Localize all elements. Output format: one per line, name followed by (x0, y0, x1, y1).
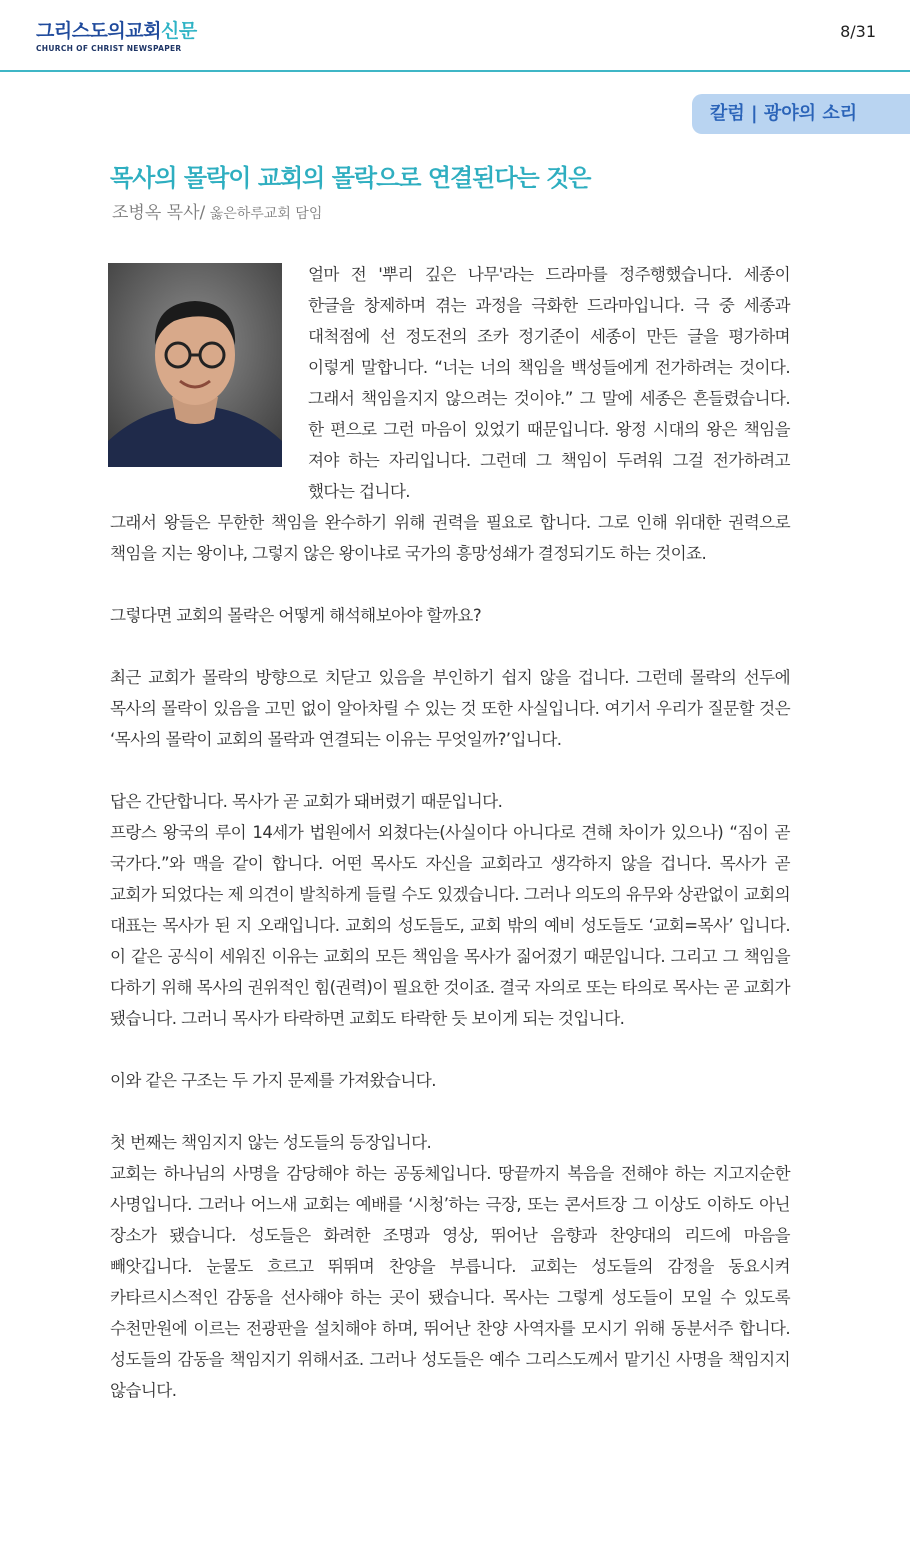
page-header (0, 0, 910, 72)
article-paragraph: 그래서 왕들은 무한한 책임을 완수하기 위해 권력을 필요로 합니다. 그로 인해 위대한 권력으로 책임을 지는 왕이냐, 그렇지 않은 왕이냐로 국가의 흥망성쇄가 결정되기도 하는 것이죠. (110, 513, 790, 563)
logo-text (36, 20, 197, 42)
article-paragraph: 그렇다면 교회의 몰락은 어떻게 해석해보아야 할까요? (110, 606, 482, 625)
article-paragraph: 얼마 전 '뿌리 깊은 나무'라는 드라마를 정주행했습니다. 세종이 한글을 창제하며 겪는 과정을 극화한 드라마입니다. 극 중 세종과 대척점에 선 정도전의 조카 정기준이 세종이 만든 글을 평가하며 이렇게 말합니다. “너는 너의 책임을 백성들에게 전가하려는 것이다. 그래서 책임을지지 않으려는 것이야.” 그 말에 세종은 흔들렸습니다. 한 편으로 그런 마음이 있었기 때문입니다. 왕정 시대의 왕은 책임을 져야 하는 자리입니다. 그런데 그 책임이 두려워 그걸 전가하려고 했다는 겁니다. (308, 265, 790, 501)
article-paragraph: 답은 간단합니다. 목사가 곧 교회가 돼버렸기 때문입니다. (110, 792, 503, 811)
article-title: 목사의 몰락이 교회의 몰락으로 연결된다는 것은 (110, 164, 591, 192)
newspaper-logo[interactable] (36, 20, 197, 53)
article-paragraph: 첫 번째는 책임지지 않는 성도들의 등장입니다. (110, 1133, 432, 1152)
article-paragraph: 최근 교회가 몰락의 방향으로 치닫고 있음을 부인하기 쉽지 않을 겁니다. 그런데 몰락의 선두에 목사의 몰락이 있음을 고민 없이 알아차릴 수 있는 것 또한 사실입니다. 여기서 우리가 질문할 것은 ‘목사의 몰락이 교회의 몰락과 연결되는 이유는 무엇일까?’입니다. (110, 668, 790, 749)
article-body (110, 259, 790, 1406)
section-tag: 칼럼 | 광야의 소리 (692, 94, 910, 134)
page-number: 8/31 (840, 22, 876, 41)
logo-text-part2: 신문 (160, 20, 197, 42)
article-paragraph: 이와 같은 구조는 두 가지 문제를 가져왔습니다. (110, 1071, 436, 1090)
author-name: 조병옥 목사/ (112, 203, 206, 223)
article-paragraph: 프랑스 왕국의 루이 14세가 법원에서 외쳤다는(사실이다 아니다로 견해 차이가 있으나) “짐이 곧 국가다.”와 맥을 같이 합니다. 어떤 목사도 자신을 교회라고 생각하지 않을 겁니다. 목사가 곧 교회가 되었다는 제 의견이 발칙하게 들릴 수도 있겠습니다. 그러나 의도의 유무와 상관없이 교회의 대표는 목사가 된 지 오래입니다. 교회의 성도들도, 교회 밖의 예비 성도들도 ‘교회=목사’ 입니다. 이 같은 공식이 세워진 이유는 교회의 모든 책임을 목사가 짊어졌기 때문입니다. 그리고 그 책임을 다하기 위해 목사의 권위적인 힘(권력)이 필요한 것이죠. 결국 자의로 또는 타의로 목사는 곧 교회가 됐습니다. 그러니 목사가 타락하면 교회도 타락한 듯 보이게 되는 것입니다. (110, 823, 790, 1028)
article-paragraph: 교회는 하나님의 사명을 감당해야 하는 공동체입니다. 땅끝까지 복음을 전해야 하는 지고지순한 사명입니다. 그러나 어느새 교회는 예배를 ‘시청’하는 극장, 또는 콘서트장 그 이상도 이하도 아닌 장소가 됐습니다. 성도들은 화려한 조명과 영상, 뛰어난 음향과 찬양대의 리드에 마음을 빼앗깁니다. 눈물도 흐르고 뛰뛰며 찬양을 부릅니다. 교회는 성도들의 감정을 동요시켜 카타르시스적인 감동을 선사해야 하는 곳이 됐습니다. 목사는 그렇게 성도들이 모일 수 있도록 수천만원에 이르는 전광판을 설치해야 하며, 뛰어난 찬양 사역자를 모시기 위해 동분서주 합니다. 성도들의 감동을 책임지기 위해서죠. 그러나 성도들은 예수 그리스도께서 맡기신 사명을 책임지지 않습니다. (110, 1164, 790, 1400)
logo-subtitle: CHURCH OF CHRIST NEWSPAPER (36, 44, 182, 53)
article-byline (112, 198, 322, 223)
logo-text-part1: 그리스도의교회 (36, 20, 161, 42)
author-role: 옳은하루교회 담임 (205, 206, 323, 222)
